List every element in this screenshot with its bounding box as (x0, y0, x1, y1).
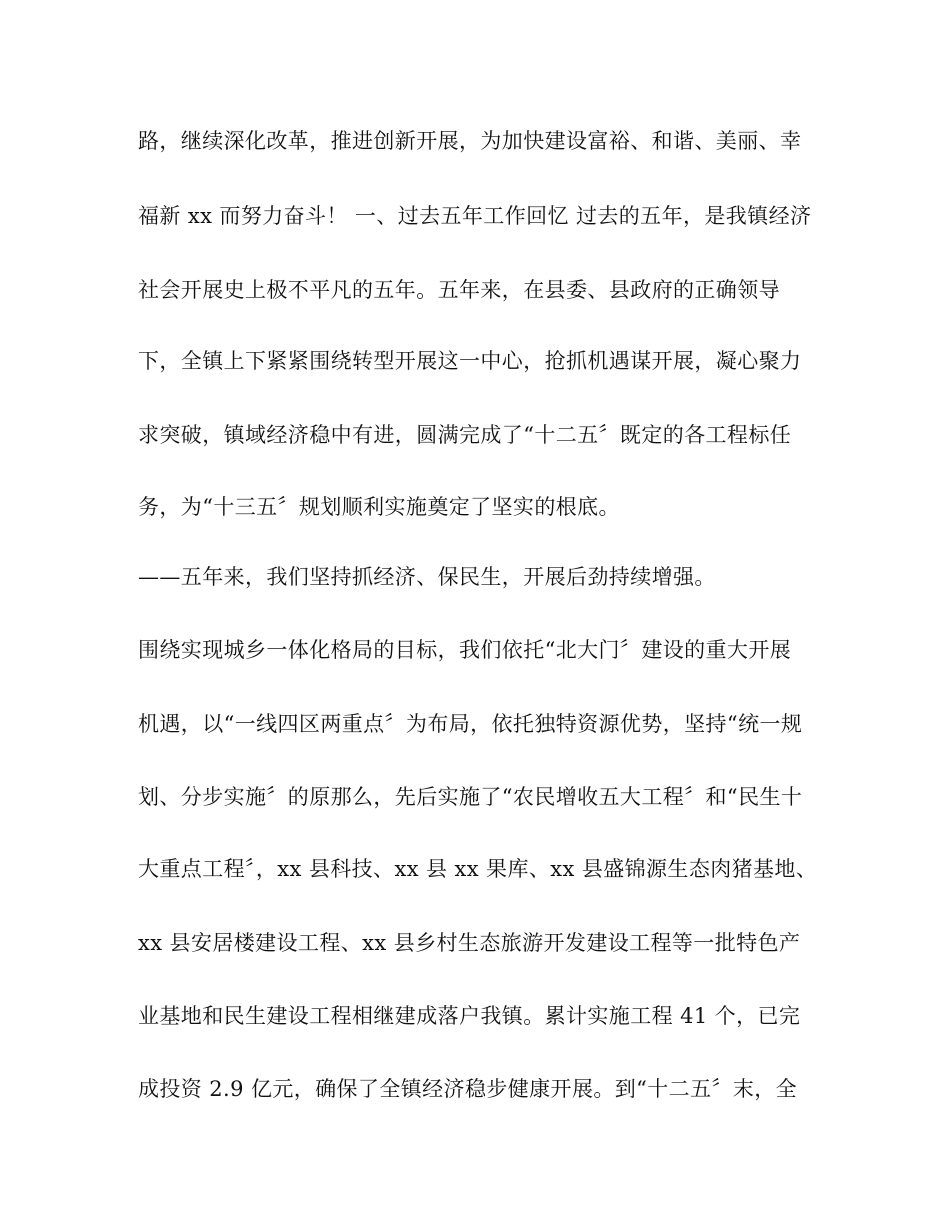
text-line: 福新 xx 而努力奋斗！ 一、过去五年工作回忆 过去的五年，是我镇经济 (138, 204, 812, 228)
text-line: xx 县安居楼建设工程、xx 县乡村生态旅游开发建设工程等一批特色产 (138, 931, 801, 955)
text-line: 机遇，以“一线四区两重点〞为布局，依托独特资源优势，坚持“统一规 (138, 712, 803, 736)
text-line: 下，全镇上下紧紧围绕转型开展这一中心，抢抓机遇谋开展，凝心聚力 (138, 349, 802, 373)
text-line: 大重点工程〞，xx 县科技、xx 县 xx 果库、xx 县盛锦源生态肉猪基地、 (138, 857, 818, 881)
text-line: 成投资 2.9 亿元，确保了全镇经济稳步健康开展。到“十二五〞末，全 (138, 1077, 798, 1101)
text-line: 划、分步实施〞的原那么，先后实施了“农民增收五大工程〞和“民生十 (138, 785, 803, 809)
text-line: 务，为“十三五〞规划顺利实施奠定了坚实的根底。 (138, 495, 620, 519)
text-line: 社会开展史上极不平凡的五年。五年来，在县委、县政府的正确领导 (138, 278, 780, 302)
text-line: 求突破，镇域经济稳中有进，圆满完成了“十二五〞既定的各工程标任 (138, 423, 792, 447)
text-line: 围绕实现城乡一体化格局的目标，我们依托“北大门〞建设的重大开展 (138, 638, 792, 662)
text-line: ——五年来，我们坚持抓经济、保民生，开展后劲持续增强。 (138, 565, 716, 589)
text-line: 业基地和民生建设工程相继建成落户我镇。累计实施工程 41 个，已完 (138, 1004, 801, 1028)
text-line: 路，继续深化改革，推进创新开展，为加快建设富裕、和谐、美丽、幸 (138, 129, 802, 153)
